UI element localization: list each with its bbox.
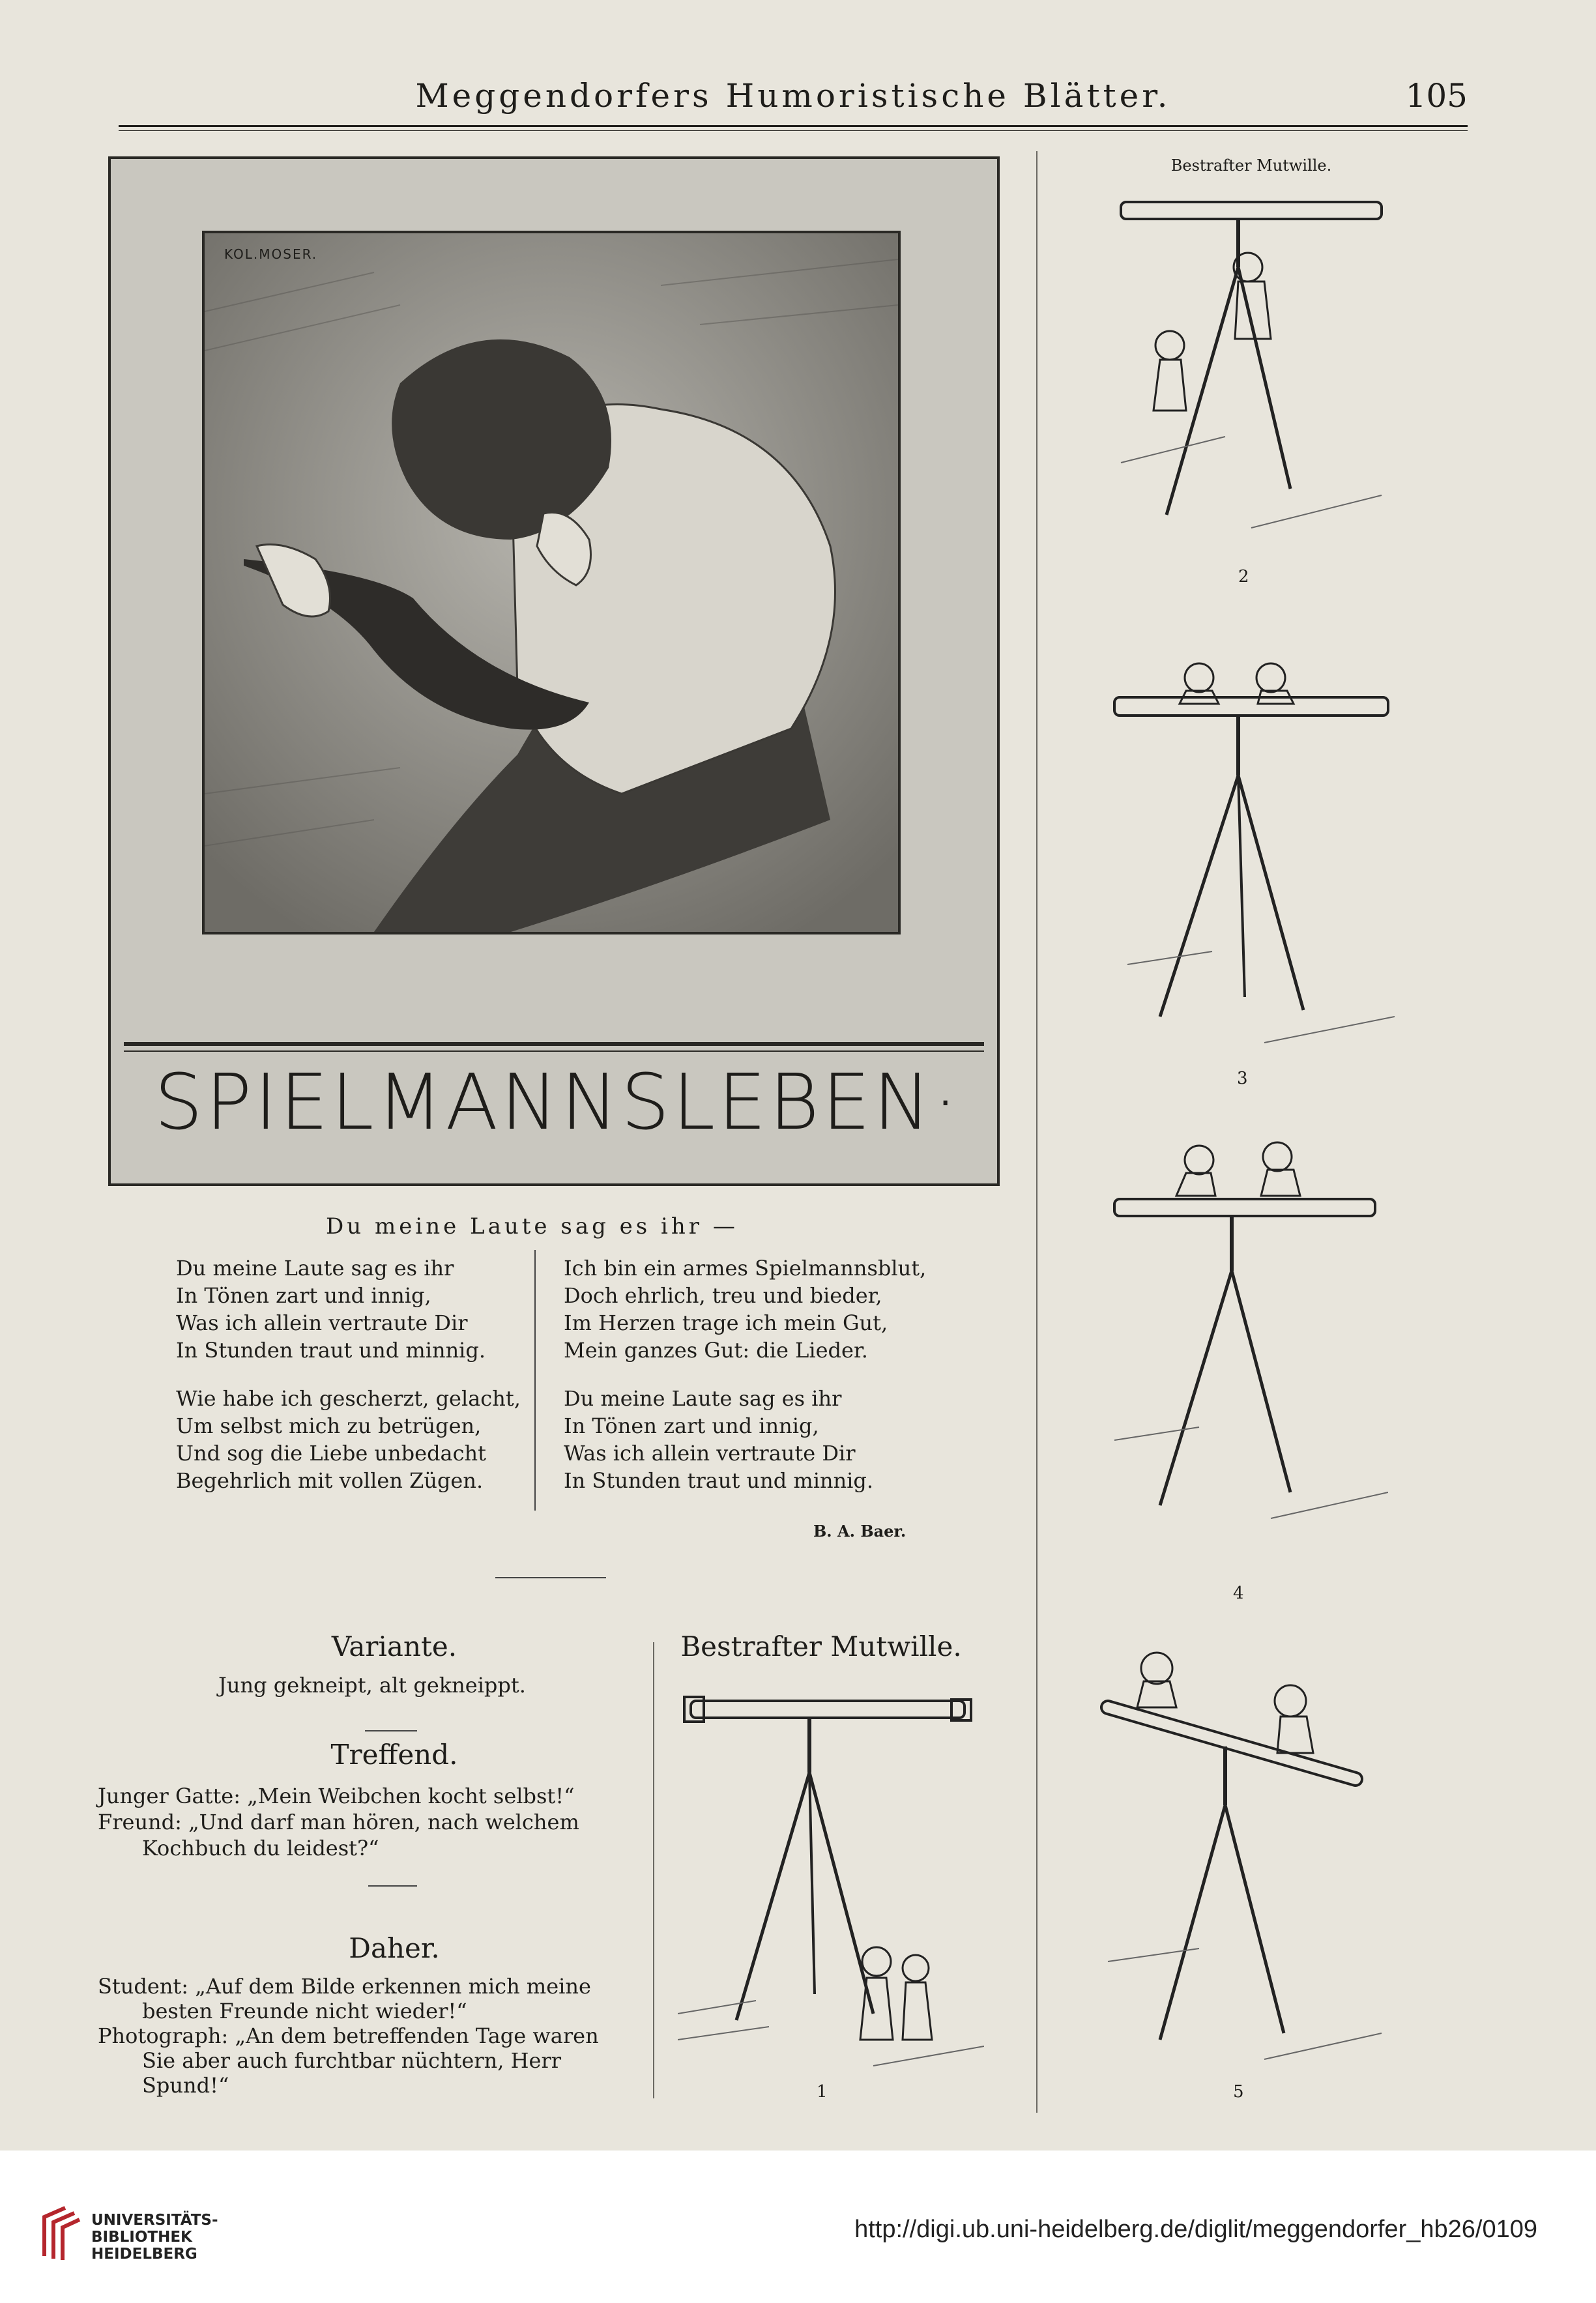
poem-line: Du meine Laute sag es ihr	[564, 1386, 842, 1411]
library-name	[91, 2212, 218, 2263]
poem-line: Doch ehrlich, treu und bieder,	[564, 1283, 882, 1308]
artist-signature: KOL.MOSER.	[224, 246, 318, 262]
header-rule-top	[119, 125, 1468, 127]
cartoon-panel-2	[1108, 189, 1395, 554]
library-name-line-3: HEIDELBERG	[91, 2246, 197, 2263]
poem-line: Um selbst mich zu betrügen,	[176, 1413, 482, 1438]
poem-stanza-3	[564, 1254, 926, 1364]
poem-line: In Tönen zart und innig,	[564, 1413, 819, 1438]
poem-author: B. A. Baer.	[813, 1522, 907, 1541]
cartoon-number-5: 5	[1233, 2082, 1244, 2102]
poem-line: Im Herzen trage ich mein Gut,	[564, 1311, 888, 1335]
daher-title: Daher.	[349, 1932, 440, 1964]
illustration-frame	[108, 156, 1000, 1186]
treffend-line-2: Freund: „Und darf man hören, nach welchem	[98, 1810, 579, 1834]
cartoon-number-2: 2	[1238, 567, 1249, 587]
poem-line: In Stunden traut und minnig.	[176, 1338, 486, 1363]
cartoon-panel-5	[1095, 1597, 1382, 2072]
page-header	[119, 77, 1468, 123]
section-separator	[495, 1577, 606, 1578]
daher-line-3: Photograph: „An dem betreffenden Tage waren	[98, 2023, 599, 2048]
cartoon-number-4: 4	[1233, 1584, 1244, 1603]
poem-stanza-1	[176, 1254, 486, 1364]
poem-line: Was ich allein vertraute Dir	[176, 1311, 468, 1335]
library-logo-icon	[39, 2204, 82, 2261]
lute-player-illustration	[202, 231, 901, 934]
poem-line: In Stunden traut und minnig.	[564, 1468, 874, 1493]
treffend-title: Treffend.	[330, 1739, 458, 1771]
poem-line: In Tönen zart und innig,	[176, 1283, 431, 1308]
source-url[interactable]: http://digi.ub.uni-heidelberg.de/diglit/meggendorfer_hb26/0109	[854, 2216, 1537, 2243]
header-rule-bottom	[119, 130, 1468, 131]
variante-title: Variante.	[331, 1630, 457, 1662]
poem-column-rule	[534, 1250, 536, 1511]
separator-variante	[365, 1730, 417, 1731]
treffend-line-3: Kochbuch du leidest?“	[142, 1836, 379, 1861]
poem-line: Begehrlich mit vollen Zügen.	[176, 1468, 484, 1493]
poem-line: Ich bin ein armes Spielmannsblut,	[564, 1256, 927, 1281]
daher-line-2: besten Freunde nicht wieder!“	[142, 1999, 467, 2023]
poem-line: Wie habe ich gescherzt, gelacht,	[176, 1386, 521, 1411]
banner-rule-thick	[124, 1042, 984, 1046]
cartoon-panel-1	[678, 1675, 984, 2079]
poem-stanza-4	[564, 1385, 873, 1494]
cartoon-title-large: Bestrafter Mutwille.	[680, 1630, 962, 1662]
variante-text: Jung gekneipt, alt gekneippt.	[218, 1673, 526, 1698]
mid-column-divider	[653, 1642, 654, 2098]
banner-rule-thin	[124, 1050, 984, 1052]
treffend-line-1: Junger Gatte: „Mein Weibchen kocht selbst!“	[98, 1784, 575, 1808]
poem-line: Und sog die Liebe unbedacht	[176, 1441, 487, 1466]
cartoon-number-3: 3	[1237, 1069, 1248, 1088]
illustration-banner-title: SPIELMANNSLEBEN·	[154, 1057, 961, 1147]
magazine-title: Meggendorfers Humoristische Blätter.	[415, 77, 1171, 115]
cartoon-panel-3	[1108, 626, 1395, 1056]
library-name-line-2: BIBLIOTHEK	[91, 2229, 192, 2246]
poem-line: Du meine Laute sag es ihr	[176, 1256, 454, 1281]
cartoon-number-1: 1	[817, 2082, 828, 2102]
daher-line-4: Sie aber auch furchtbar nüchtern, Herr	[142, 2048, 562, 2073]
cartoon-title-small: Bestrafter Mutwille.	[1170, 156, 1332, 175]
poem-line: Was ich allein vertraute Dir	[564, 1441, 856, 1466]
daher-line-1: Student: „Auf dem Bilde erkennen mich meine	[98, 1974, 591, 1999]
page-number: 105	[1405, 77, 1468, 115]
poem-line: Mein ganzes Gut: die Lieder.	[564, 1338, 868, 1363]
poem-stanza-2	[176, 1385, 521, 1494]
cartoon-panel-4	[1101, 1101, 1388, 1531]
daher-line-5: Spund!“	[142, 2073, 229, 2098]
library-footer	[0, 2151, 1596, 2303]
separator-treffend	[368, 1885, 417, 1887]
library-name-line-1: UNIVERSITÄTS-	[91, 2212, 218, 2229]
lute-player-drawing	[205, 233, 898, 932]
poem-heading: Du meine Laute sag es ihr —	[326, 1213, 738, 1239]
column-divider	[1036, 151, 1037, 2113]
